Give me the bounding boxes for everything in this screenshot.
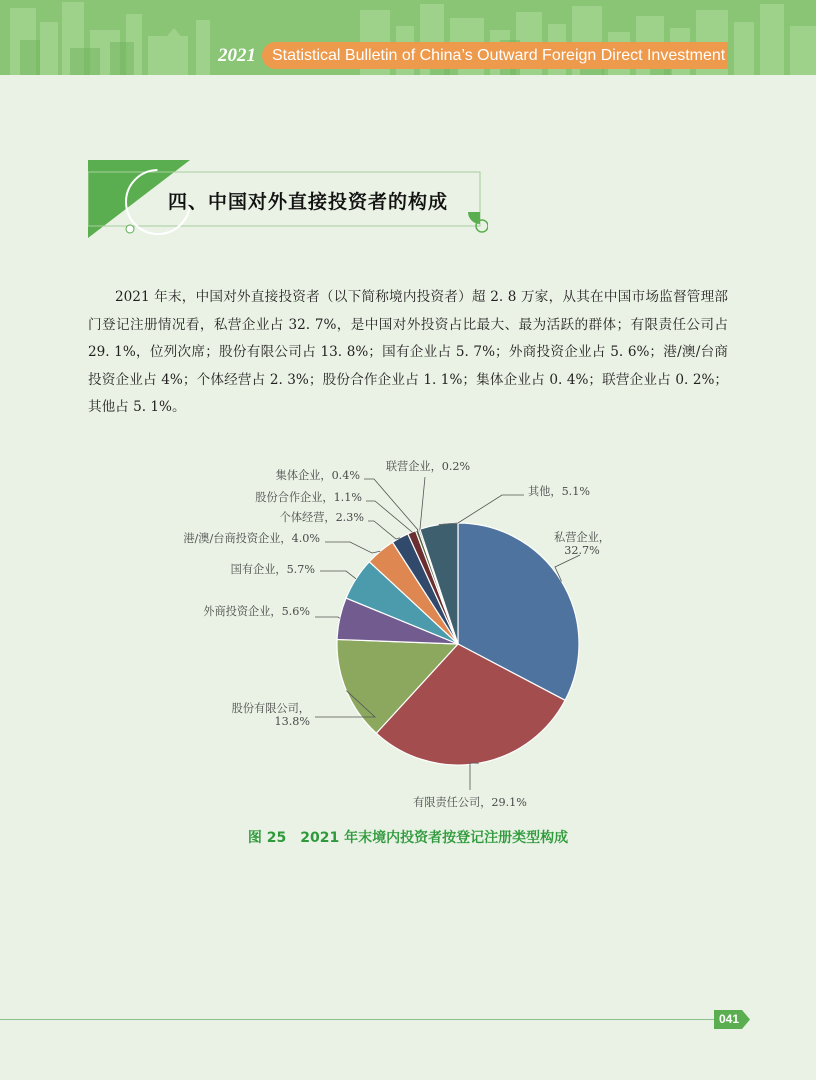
slice-value-label: 13.8% [274, 715, 310, 728]
slice-label: 港/澳/台商投资企业，4.0% [183, 532, 320, 545]
leader-line [325, 542, 380, 553]
leader-line [364, 479, 418, 530]
report-title: Statistical Bulletin of China’s Outward Foreign Direct Investment [262, 42, 728, 69]
slice-label: 私营企业， [554, 531, 610, 544]
footer-rule [0, 1019, 714, 1020]
leader-line [419, 477, 425, 529]
page-number: 041 [718, 1012, 740, 1026]
leader-line [320, 571, 356, 579]
leader-line [439, 495, 524, 525]
section-title: 四、中国对外直接投资者的构成 [168, 191, 449, 213]
slice-label: 有限责任公司，29.1% [413, 796, 527, 809]
slice-value-label: 32.7% [564, 544, 600, 557]
slice-label: 其他，5.1% [528, 485, 590, 498]
pie-chart-svg [150, 445, 710, 825]
pie-chart [150, 445, 710, 825]
slice-label: 外商投资企业，5.6% [203, 605, 310, 618]
leader-line [315, 617, 340, 618]
report-year: 2021 [218, 45, 256, 66]
body-paragraph: 2021 年末，中国对外直接投资者（以下简称境内投资者）超 2. 8 万家，从其在中国市场监督管理部门登记注册情况看，私营企业占 32. 7%，是中国对外投资占比最大、最为活跃的群体；有限责任公司占 29. 1%，位列次席；股份有限公司占 13. 8%；国有企业占 5. 7%；外商投资企业占 5. 6%；港/澳/台商投资企业占 4%；个体经营占 2. 3%；股份合作企业占 1. 1%；集体企业占 0. 4%；联营企业占 0. 2%；其他占 5. 1%。 [88, 289, 728, 415]
slice-label: 国有企业，5.7% [230, 563, 315, 576]
slice-label: 股份有限公司， [231, 702, 310, 715]
leader-line [366, 501, 412, 532]
slice-label: 集体企业，0.4% [275, 469, 360, 482]
slice-label: 联营企业，0.2% [385, 460, 471, 473]
leader-line [368, 521, 400, 539]
leader-line [470, 763, 479, 790]
page-number-tab [714, 1010, 750, 1029]
slice-label: 个体经营，2.3% [279, 511, 364, 524]
figure-caption: 图 25 2021 年末境内投资者按登记注册类型构成 [247, 830, 569, 846]
slice-label: 股份合作企业，1.1% [255, 491, 362, 504]
